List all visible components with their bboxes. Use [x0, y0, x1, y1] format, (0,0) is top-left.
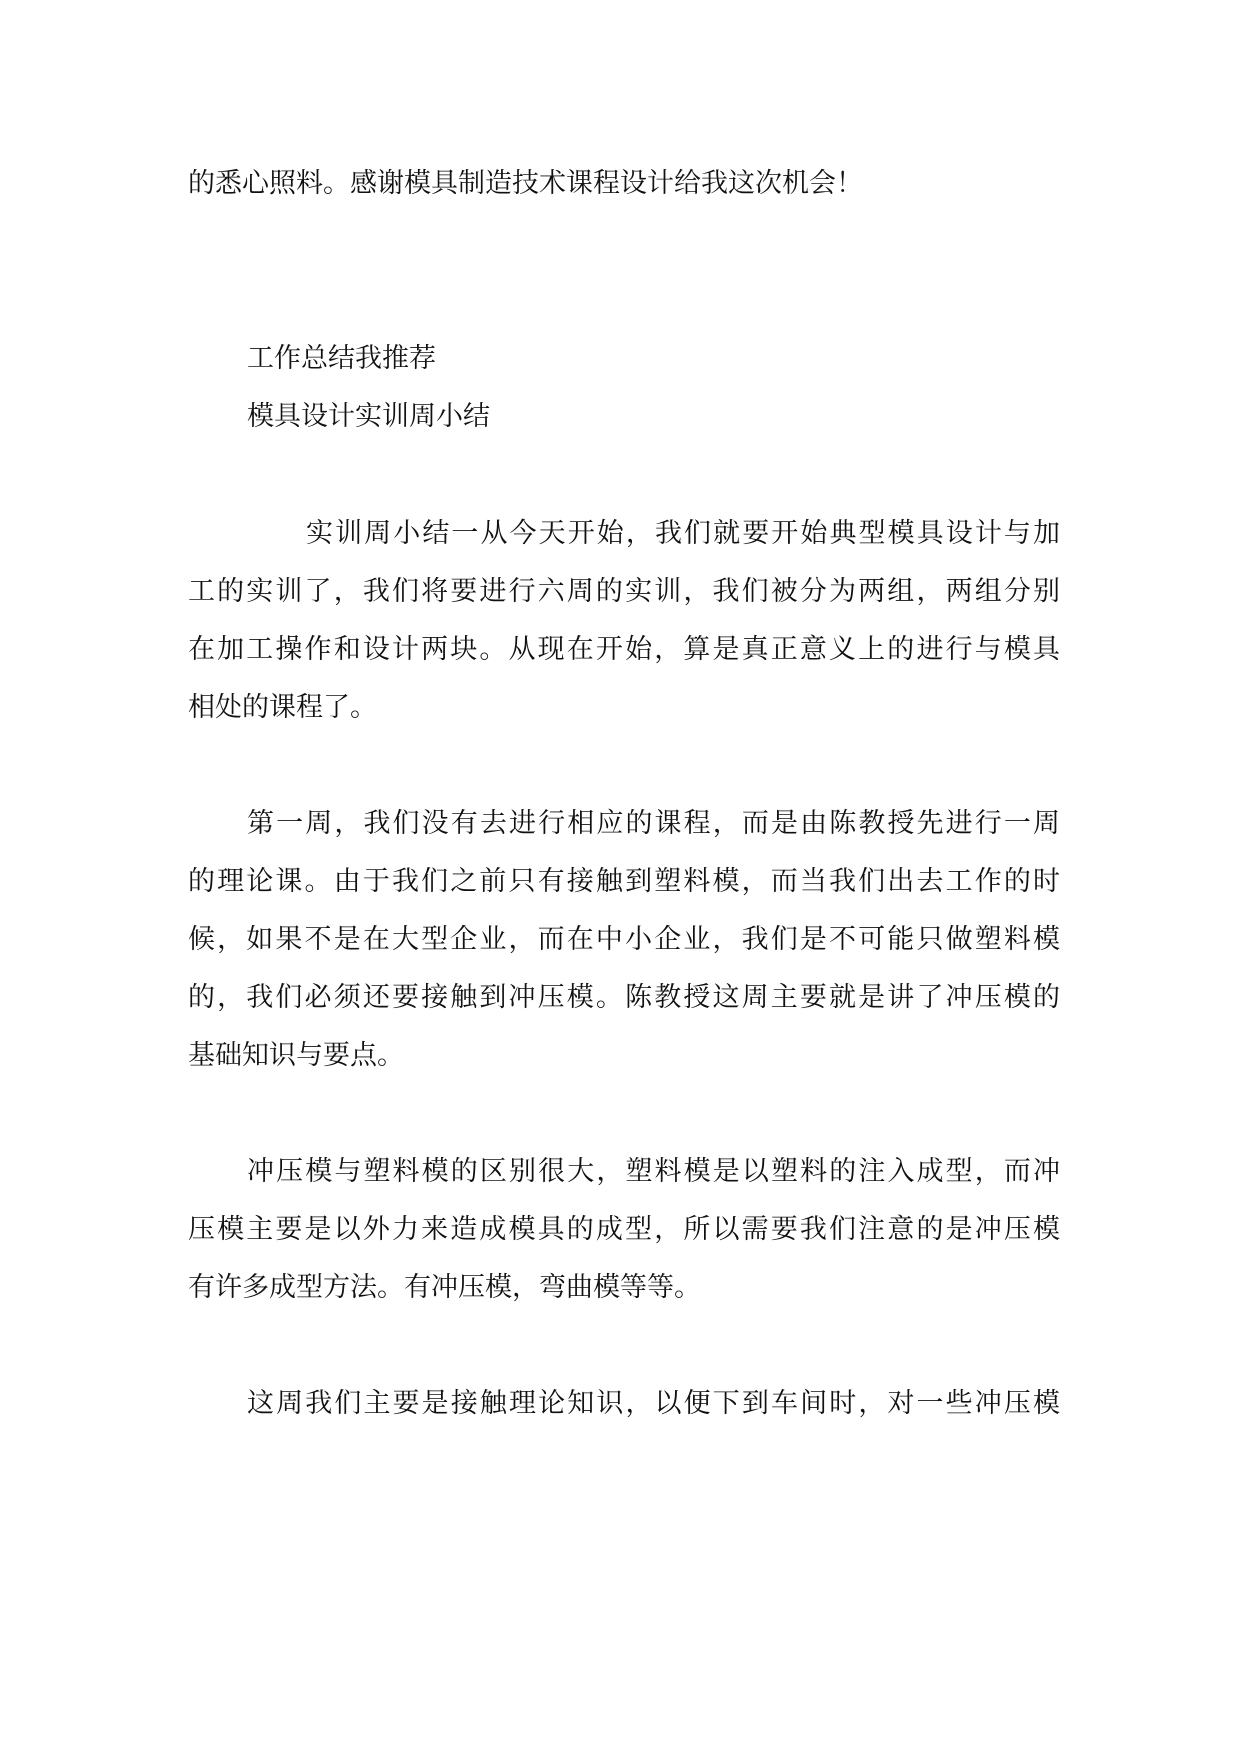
paragraph-3-line-2: 压模主要是以外力来造成模具的成型，所以需要我们注意的是冲压模 — [188, 1214, 1060, 1245]
paragraph-1-line-4: 相处的课程了。 — [188, 692, 377, 723]
paragraph-3-line-1: 冲压模与塑料模的区别很大，塑料模是以塑料的注入成型，而冲 — [247, 1156, 1060, 1187]
paragraph-1-line-3: 在加工操作和设计两块。从现在开始，算是真正意义上的进行与模具 — [188, 634, 1060, 665]
paragraph-3-line-3: 有许多成型方法。有冲压模，弯曲模等等。 — [188, 1272, 701, 1303]
paragraph-2-line-4: 的，我们必须还要接触到冲压模。陈教授这周主要就是讲了冲压模的 — [188, 982, 1060, 1013]
paragraph-2-line-2: 的理论课。由于我们之前只有接触到塑料模，而当我们出去工作的时 — [188, 866, 1060, 897]
recommend-heading: 工作总结我推荐 — [247, 343, 436, 374]
paragraph-2-line-3: 候，如果不是在大型企业，而在中小企业，我们是不可能只做塑料模 — [188, 924, 1060, 955]
closing-line: 的悉心照料。感谢模具制造技术课程设计给我这次机会！ — [188, 168, 863, 199]
paragraph-4-line-1: 这周我们主要是接触理论知识，以便下到车间时，对一些冲压模 — [247, 1388, 1060, 1419]
paragraph-1-line-1: 实训周小结一从今天开始，我们就要开始典型模具设计与加 — [306, 518, 1060, 549]
paragraph-2-line-5: 基础知识与要点。 — [188, 1040, 404, 1071]
paragraph-1-line-2: 工的实训了，我们将要进行六周的实训，我们被分为两组，两组分别 — [188, 576, 1060, 607]
paragraph-2-line-1: 第一周，我们没有去进行相应的课程，而是由陈教授先进行一周 — [247, 808, 1060, 839]
document-title: 模具设计实训周小结 — [247, 401, 490, 432]
